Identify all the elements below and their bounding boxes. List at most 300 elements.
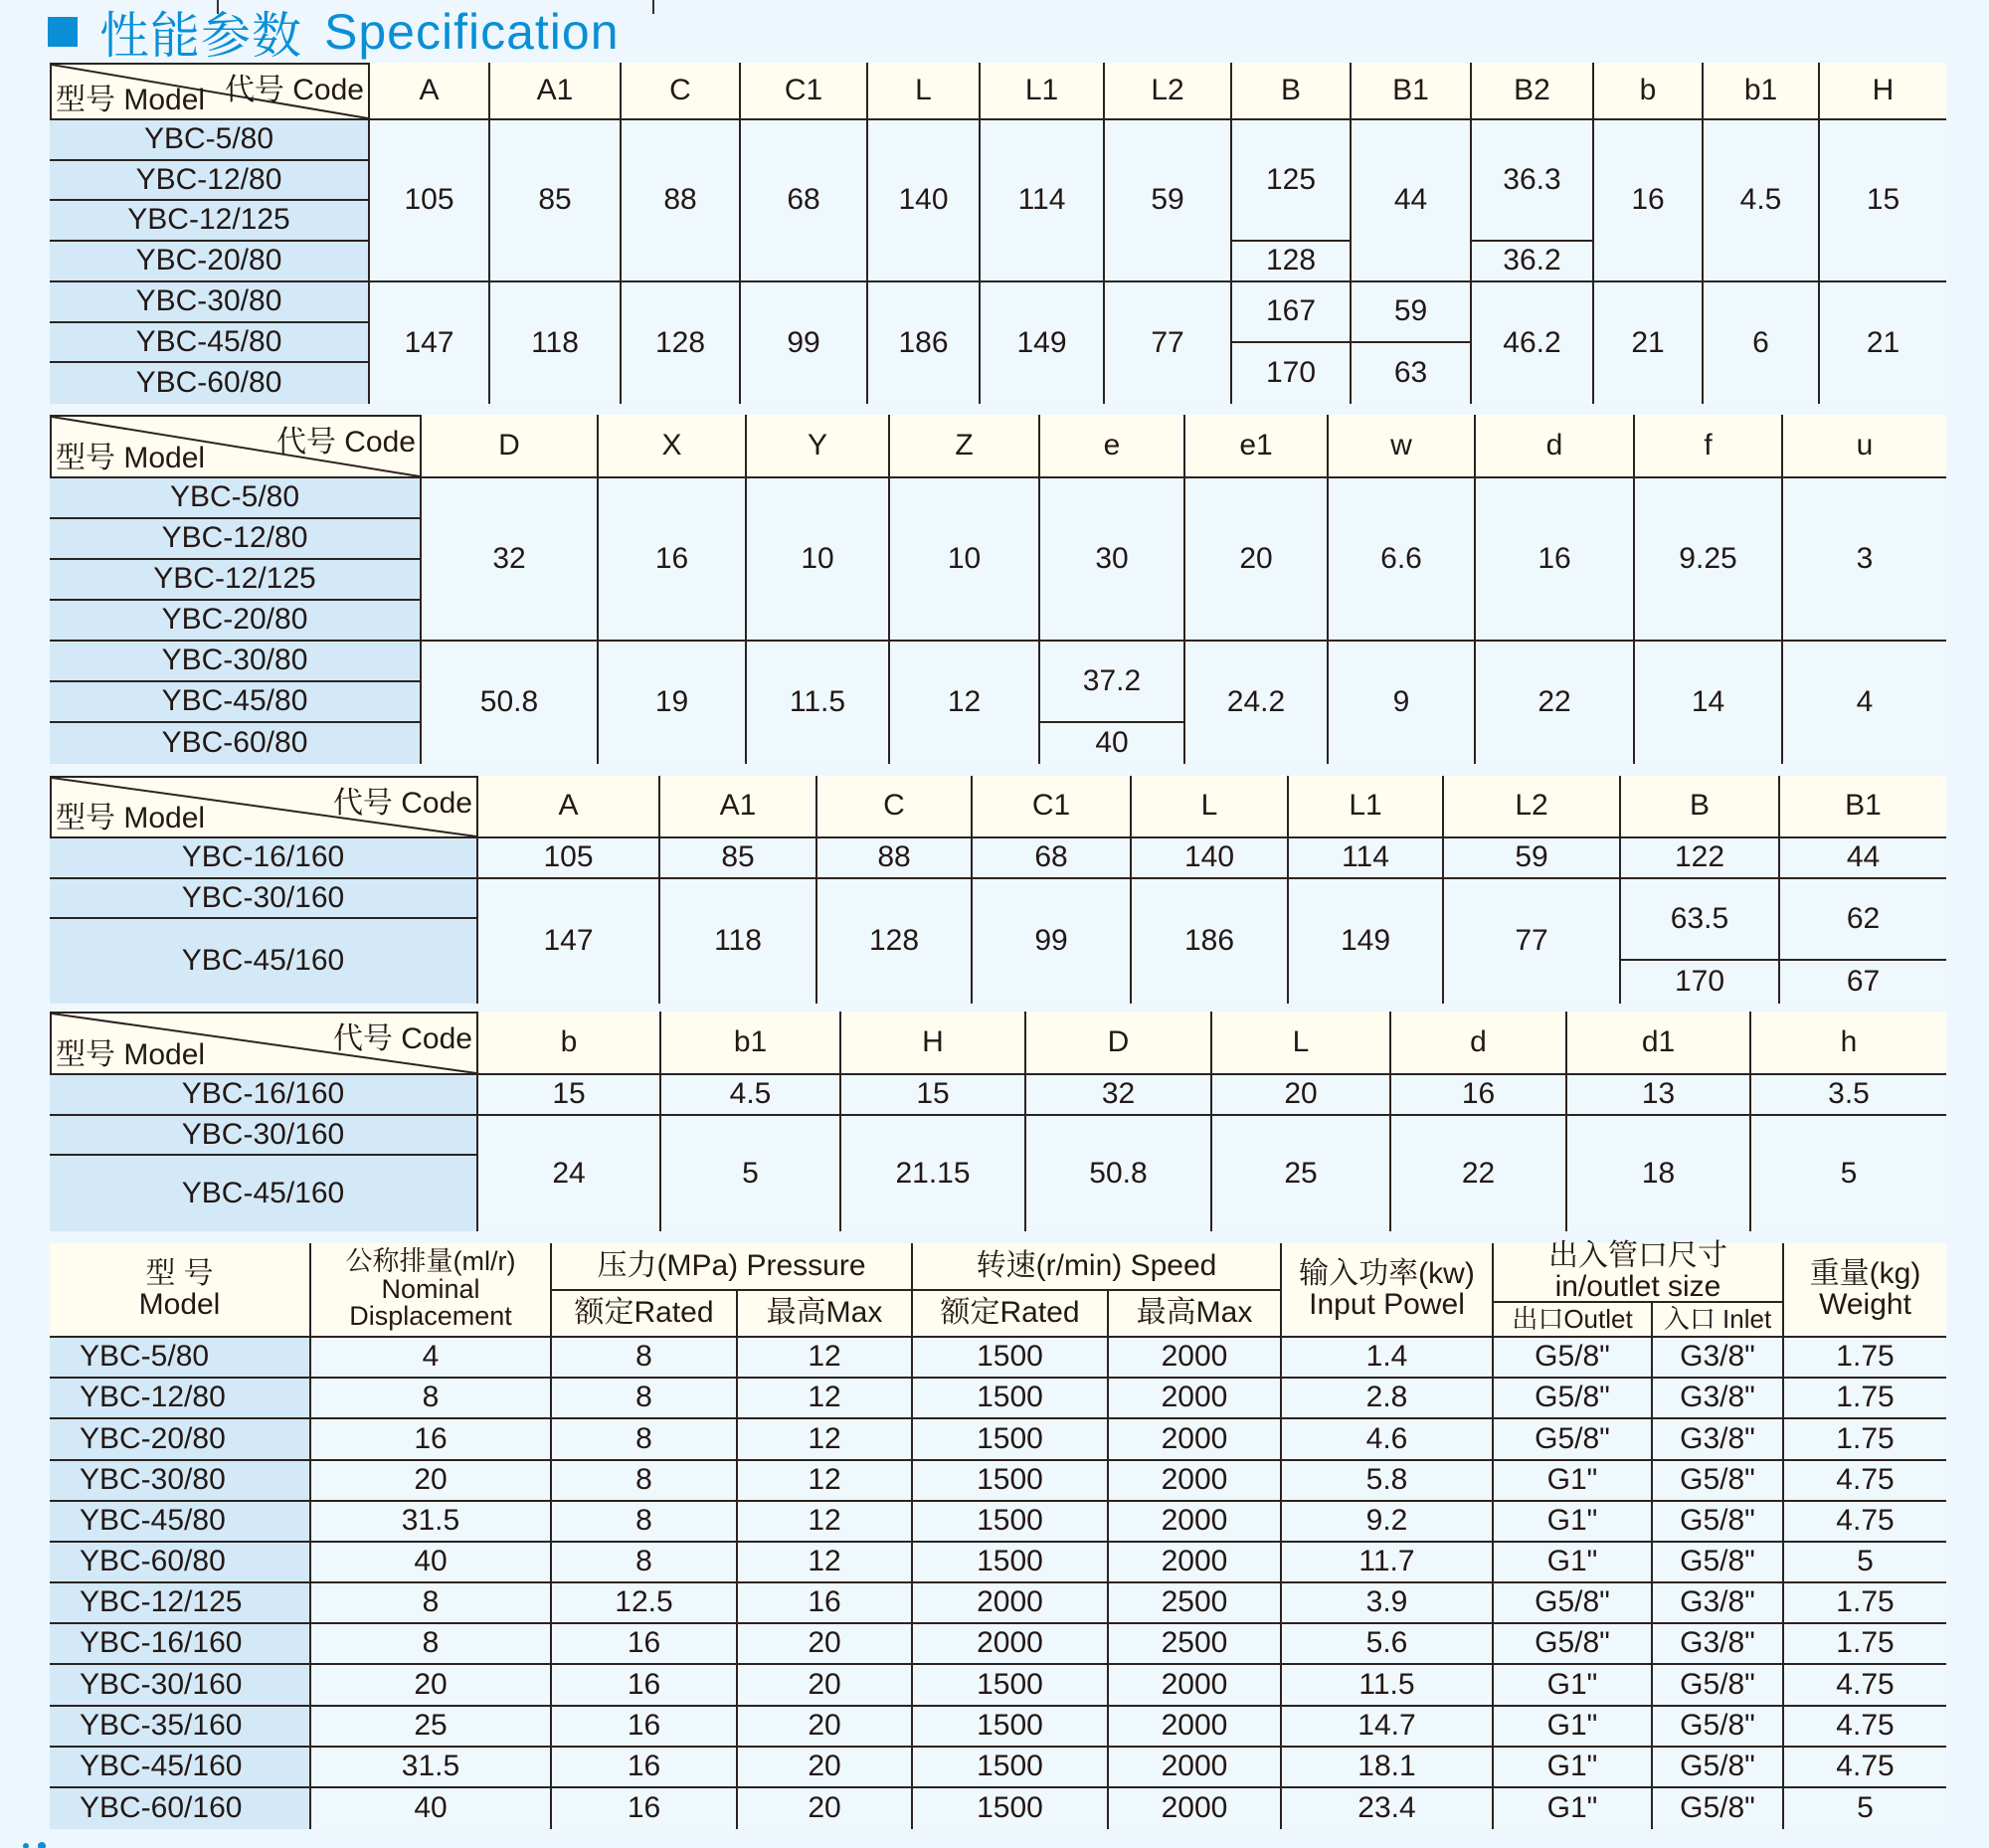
value-cell-u: 4 — [1783, 642, 1946, 764]
value-cell: 1.75 — [1784, 1624, 1946, 1665]
model-name-cell: YBC-20/80 — [50, 1419, 311, 1461]
value-cell-B1: 63 — [1352, 343, 1472, 404]
value-cell: 2.8 — [1282, 1379, 1494, 1419]
value-cell: G1" — [1494, 1707, 1653, 1748]
header-pressure: 压力(MPa) Pressure — [552, 1243, 913, 1291]
value-cell-B: 122 — [1621, 838, 1780, 879]
value-cell-d: 22 — [1391, 1116, 1567, 1231]
model-name-cell: YBC-30/160 — [50, 1116, 478, 1156]
value-cell-L: 186 — [1132, 879, 1289, 1004]
value-cell-w: 6.6 — [1329, 478, 1476, 642]
value-cell: 20 — [738, 1707, 913, 1748]
value-cell: 12 — [738, 1543, 913, 1583]
value-cell: G5/8" — [1653, 1665, 1784, 1707]
value-cell-d1: 13 — [1567, 1075, 1751, 1116]
value-cell: 5 — [1784, 1543, 1946, 1583]
value-cell: 1500 — [913, 1543, 1109, 1583]
value-cell: G5/8" — [1653, 1707, 1784, 1748]
value-cell-L1: 149 — [981, 282, 1105, 404]
column-header-X: X — [599, 415, 747, 478]
value-cell: 2000 — [1109, 1665, 1282, 1707]
value-cell: 40 — [311, 1788, 552, 1829]
model-name-cell: YBC-30/160 — [50, 879, 478, 919]
column-header-d: d — [1476, 415, 1635, 478]
value-cell-e1: 20 — [1185, 478, 1329, 642]
value-cell: G3/8" — [1653, 1419, 1784, 1461]
column-header-A: A — [370, 63, 490, 120]
column-header-B2: B2 — [1472, 63, 1594, 120]
value-cell-A1: 85 — [490, 120, 622, 282]
value-cell: 5.6 — [1282, 1624, 1494, 1665]
value-cell-D: 32 — [1026, 1075, 1212, 1116]
value-cell-e: 37.2 — [1040, 642, 1185, 723]
value-cell: 20 — [738, 1788, 913, 1829]
value-cell: 12 — [738, 1502, 913, 1543]
value-cell: 1500 — [913, 1707, 1109, 1748]
value-cell: G1" — [1494, 1748, 1653, 1788]
header-speed-max: 最高Max — [1109, 1291, 1282, 1338]
value-cell: G5/8" — [1494, 1338, 1653, 1379]
value-cell-X: 16 — [599, 478, 747, 642]
value-cell-A1: 85 — [660, 838, 817, 879]
value-cell: 9.2 — [1282, 1502, 1494, 1543]
column-header-B: B — [1621, 776, 1780, 838]
column-header-d: d — [1391, 1012, 1567, 1075]
value-cell: 4.75 — [1784, 1665, 1946, 1707]
model-name-cell: YBC-45/80 — [50, 323, 370, 363]
spec-table-2 — [50, 415, 1946, 764]
column-header-D: D — [422, 415, 599, 478]
title-cn: 性能参数 — [99, 8, 302, 64]
value-cell: 1.75 — [1784, 1419, 1946, 1461]
corner-model-label: 型号 Model — [56, 1038, 206, 1071]
value-cell: G3/8" — [1653, 1338, 1784, 1379]
header-pressure-rated: 额定Rated — [552, 1291, 738, 1338]
value-cell-B1: 44 — [1352, 120, 1472, 282]
header-weight: 重量(kg) Weight — [1784, 1243, 1946, 1338]
value-cell-A: 105 — [478, 838, 660, 879]
model-name-cell: YBC-20/80 — [50, 601, 422, 642]
model-name-cell: YBC-30/80 — [50, 642, 422, 682]
value-cell-h: 3.5 — [1751, 1075, 1946, 1116]
value-cell: 20 — [311, 1461, 552, 1502]
value-cell-H: 21 — [1820, 282, 1946, 404]
value-cell-d1: 18 — [1567, 1116, 1751, 1231]
header-speed: 转速(r/min) Speed — [913, 1243, 1282, 1291]
value-cell-Y: 11.5 — [747, 642, 890, 764]
value-cell: 20 — [738, 1624, 913, 1665]
header-outlet: 出口Outlet — [1494, 1303, 1653, 1338]
value-cell: 2000 — [1109, 1543, 1282, 1583]
value-cell-B2: 36.3 — [1472, 120, 1594, 242]
value-cell-b1: 4.5 — [1704, 120, 1820, 282]
model-name-cell: YBC-30/80 — [50, 282, 370, 323]
value-cell: 1500 — [913, 1748, 1109, 1788]
value-cell: G5/8" — [1653, 1788, 1784, 1829]
value-cell: 11.7 — [1282, 1543, 1494, 1583]
value-cell: 16 — [311, 1419, 552, 1461]
model-name-cell: YBC-60/80 — [50, 723, 422, 764]
page-title — [48, 2, 620, 62]
value-cell-B2: 46.2 — [1472, 282, 1594, 404]
value-cell: 40 — [311, 1543, 552, 1583]
value-cell-B: 167 — [1232, 282, 1352, 343]
value-cell: 23.4 — [1282, 1788, 1494, 1829]
model-name-cell: YBC-5/80 — [50, 478, 422, 519]
column-header-D: D — [1026, 1012, 1212, 1075]
header-pressure-max: 最高Max — [738, 1291, 913, 1338]
value-cell-h: 5 — [1751, 1116, 1946, 1231]
value-cell-B: 63.5 — [1621, 879, 1780, 961]
value-cell-d: 16 — [1476, 478, 1635, 642]
column-header-L2: L2 — [1444, 776, 1621, 838]
corner-header — [52, 1014, 478, 1075]
value-cell-L2: 59 — [1105, 120, 1232, 282]
value-cell: 12.5 — [552, 1583, 738, 1624]
value-cell: 20 — [311, 1665, 552, 1707]
value-cell: 5.8 — [1282, 1461, 1494, 1502]
column-header-h: h — [1751, 1012, 1946, 1075]
column-header-C1: C1 — [973, 776, 1132, 838]
value-cell: 18.1 — [1282, 1748, 1494, 1788]
value-cell: 1.75 — [1784, 1583, 1946, 1624]
value-cell: 2000 — [1109, 1748, 1282, 1788]
header-speed-rated: 额定Rated — [913, 1291, 1109, 1338]
value-cell: 1500 — [913, 1665, 1109, 1707]
value-cell-d: 16 — [1391, 1075, 1567, 1116]
column-header-C: C — [817, 776, 973, 838]
column-header-w: w — [1329, 415, 1476, 478]
value-cell-w: 9 — [1329, 642, 1476, 764]
value-cell: G1" — [1494, 1461, 1653, 1502]
value-cell: 8 — [552, 1338, 738, 1379]
model-name-cell: YBC-45/80 — [50, 1502, 311, 1543]
value-cell-A: 147 — [370, 282, 490, 404]
value-cell: 1500 — [913, 1338, 1109, 1379]
value-cell: 12 — [738, 1419, 913, 1461]
model-name-cell: YBC-16/160 — [50, 1624, 311, 1665]
value-cell: 1500 — [913, 1461, 1109, 1502]
value-cell-C: 128 — [817, 879, 973, 1004]
corner-model-label: 型号 Model — [56, 802, 206, 834]
value-cell-C1: 68 — [973, 838, 1132, 879]
value-cell-e: 30 — [1040, 478, 1185, 642]
value-cell: 16 — [552, 1788, 738, 1829]
column-header-L: L — [1212, 1012, 1391, 1075]
value-cell-B: 125 — [1232, 120, 1352, 242]
corner-header — [52, 417, 422, 478]
value-cell: 2500 — [1109, 1583, 1282, 1624]
decor-dots-icon — [20, 1838, 50, 1848]
performance-table — [50, 1239, 1946, 1829]
value-cell-b1: 4.5 — [661, 1075, 841, 1116]
value-cell-L: 140 — [868, 120, 981, 282]
model-name-cell: YBC-30/80 — [50, 1461, 311, 1502]
value-cell: 16 — [552, 1624, 738, 1665]
value-cell: 1.4 — [1282, 1338, 1494, 1379]
model-name-cell: YBC-12/125 — [50, 201, 370, 242]
header-displacement: 公称排量(ml/r) Nominal Displacement — [311, 1243, 552, 1338]
value-cell-B2: 36.2 — [1472, 242, 1594, 282]
value-cell: G1" — [1494, 1665, 1653, 1707]
value-cell: 12 — [738, 1461, 913, 1502]
corner-code-label: 代号 Code — [224, 74, 364, 106]
value-cell-D: 32 — [422, 478, 599, 642]
column-header-b: b — [1594, 63, 1704, 120]
top-tick-right — [652, 0, 654, 14]
column-header-L: L — [1132, 776, 1289, 838]
value-cell: 25 — [311, 1707, 552, 1748]
model-name-cell: YBC-16/160 — [50, 1075, 478, 1116]
column-header-e: e — [1040, 415, 1185, 478]
value-cell-B: 170 — [1621, 961, 1780, 1004]
value-cell: 1500 — [913, 1788, 1109, 1829]
value-cell: 8 — [311, 1583, 552, 1624]
value-cell: 8 — [552, 1379, 738, 1419]
value-cell-Z: 10 — [890, 478, 1040, 642]
column-header-d1: d1 — [1567, 1012, 1751, 1075]
column-header-Y: Y — [747, 415, 890, 478]
value-cell: 2000 — [1109, 1338, 1282, 1379]
value-cell: G5/8" — [1494, 1583, 1653, 1624]
column-header-H: H — [841, 1012, 1026, 1075]
value-cell-B1: 67 — [1780, 961, 1946, 1004]
value-cell-b: 24 — [478, 1116, 661, 1231]
value-cell: G3/8" — [1653, 1379, 1784, 1419]
value-cell: G5/8" — [1653, 1502, 1784, 1543]
value-cell: G1" — [1494, 1788, 1653, 1829]
value-cell: G5/8" — [1494, 1624, 1653, 1665]
value-cell-A: 105 — [370, 120, 490, 282]
value-cell-Z: 12 — [890, 642, 1040, 764]
corner-code-label: 代号 Code — [332, 787, 472, 820]
corner-model-label: 型号 Model — [56, 84, 206, 116]
value-cell: 2000 — [1109, 1502, 1282, 1543]
value-cell: G1" — [1494, 1502, 1653, 1543]
value-cell-L: 140 — [1132, 838, 1289, 879]
column-header-b1: b1 — [1704, 63, 1820, 120]
model-name-cell: YBC-45/160 — [50, 1156, 478, 1231]
value-cell-L: 186 — [868, 282, 981, 404]
value-cell: 20 — [738, 1665, 913, 1707]
value-cell: G5/8" — [1653, 1461, 1784, 1502]
value-cell-C: 88 — [622, 120, 741, 282]
value-cell-H: 15 — [841, 1075, 1026, 1116]
value-cell: 12 — [738, 1338, 913, 1379]
value-cell: 16 — [738, 1583, 913, 1624]
value-cell: 16 — [552, 1707, 738, 1748]
value-cell: 8 — [552, 1461, 738, 1502]
value-cell-D: 50.8 — [422, 642, 599, 764]
model-name-cell: YBC-45/160 — [50, 919, 478, 1004]
value-cell-b1: 6 — [1704, 282, 1820, 404]
value-cell: 2000 — [1109, 1788, 1282, 1829]
value-cell-C: 128 — [622, 282, 741, 404]
value-cell-H: 15 — [1820, 120, 1946, 282]
corner-header — [52, 778, 478, 838]
model-name-cell: YBC-16/160 — [50, 838, 478, 879]
value-cell-A: 147 — [478, 879, 660, 1004]
value-cell-B1: 59 — [1352, 282, 1472, 343]
value-cell-L2: 77 — [1444, 879, 1621, 1004]
model-name-cell: YBC-60/80 — [50, 363, 370, 404]
value-cell-C: 88 — [817, 838, 973, 879]
value-cell: 1500 — [913, 1502, 1109, 1543]
value-cell: G1" — [1494, 1543, 1653, 1583]
value-cell: G5/8" — [1653, 1543, 1784, 1583]
value-cell-C1: 99 — [973, 879, 1132, 1004]
column-header-f: f — [1635, 415, 1783, 478]
value-cell-B1: 62 — [1780, 879, 1946, 961]
value-cell: 3.9 — [1282, 1583, 1494, 1624]
column-header-A1: A1 — [490, 63, 622, 120]
value-cell: 1500 — [913, 1419, 1109, 1461]
value-cell-f: 9.25 — [1635, 478, 1783, 642]
value-cell: 16 — [552, 1748, 738, 1788]
column-header-A1: A1 — [660, 776, 817, 838]
value-cell-b1: 5 — [661, 1116, 841, 1231]
value-cell-L1: 149 — [1289, 879, 1444, 1004]
value-cell: G5/8" — [1494, 1419, 1653, 1461]
value-cell-B1: 44 — [1780, 838, 1946, 879]
value-cell: 11.5 — [1282, 1665, 1494, 1707]
value-cell: 4.75 — [1784, 1502, 1946, 1543]
value-cell: 31.5 — [311, 1502, 552, 1543]
title-en: Specification — [324, 4, 620, 60]
value-cell: 4.75 — [1784, 1707, 1946, 1748]
column-header-L1: L1 — [981, 63, 1105, 120]
value-cell-d: 22 — [1476, 642, 1635, 764]
model-name-cell: YBC-20/80 — [50, 242, 370, 282]
value-cell-C1: 99 — [741, 282, 868, 404]
column-header-u: u — [1783, 415, 1946, 478]
corner-model-label: 型号 Model — [56, 442, 206, 474]
column-header-B: B — [1232, 63, 1352, 120]
model-name-cell: YBC-12/125 — [50, 1583, 311, 1624]
value-cell: 20 — [738, 1748, 913, 1788]
value-cell-B: 128 — [1232, 242, 1352, 282]
value-cell: 5 — [1784, 1788, 1946, 1829]
title-square-icon — [48, 17, 78, 47]
value-cell-e1: 24.2 — [1185, 642, 1329, 764]
value-cell-L1: 114 — [1289, 838, 1444, 879]
value-cell: 1.75 — [1784, 1338, 1946, 1379]
model-name-cell: YBC-12/80 — [50, 1379, 311, 1419]
column-header-C1: C1 — [741, 63, 868, 120]
column-header-C: C — [622, 63, 741, 120]
value-cell: G5/8" — [1494, 1379, 1653, 1419]
value-cell-L2: 59 — [1444, 838, 1621, 879]
value-cell: G5/8" — [1653, 1748, 1784, 1788]
value-cell: 2000 — [913, 1624, 1109, 1665]
value-cell: 2000 — [1109, 1707, 1282, 1748]
model-name-cell: YBC-5/80 — [50, 120, 370, 161]
header-input-power: 输入功率(kw) Input Powel — [1282, 1243, 1494, 1338]
value-cell-C1: 68 — [741, 120, 868, 282]
column-header-H: H — [1820, 63, 1946, 120]
value-cell: G3/8" — [1653, 1583, 1784, 1624]
model-name-cell: YBC-12/80 — [50, 519, 422, 560]
value-cell: 4.6 — [1282, 1419, 1494, 1461]
value-cell: 2500 — [1109, 1624, 1282, 1665]
spec-table-3 — [50, 776, 1946, 1004]
value-cell-B: 170 — [1232, 343, 1352, 404]
column-header-B1: B1 — [1780, 776, 1946, 838]
value-cell: 8 — [311, 1624, 552, 1665]
value-cell: 16 — [552, 1665, 738, 1707]
model-name-cell: YBC-45/80 — [50, 682, 422, 723]
column-header-Z: Z — [890, 415, 1040, 478]
value-cell: 8 — [552, 1543, 738, 1583]
column-header-B1: B1 — [1352, 63, 1472, 120]
value-cell: G3/8" — [1653, 1624, 1784, 1665]
corner-code-label: 代号 Code — [275, 426, 416, 459]
value-cell: 14.7 — [1282, 1707, 1494, 1748]
spec-table-1 — [50, 63, 1946, 404]
value-cell-A1: 118 — [660, 879, 817, 1004]
value-cell: 4.75 — [1784, 1748, 1946, 1788]
value-cell: 1500 — [913, 1379, 1109, 1419]
value-cell: 2000 — [913, 1583, 1109, 1624]
model-name-cell: YBC-30/160 — [50, 1665, 311, 1707]
corner-code-label: 代号 Code — [332, 1022, 472, 1055]
value-cell-H: 21.15 — [841, 1116, 1026, 1231]
model-name-cell: YBC-12/80 — [50, 161, 370, 201]
model-name-cell: YBC-45/160 — [50, 1748, 311, 1788]
model-name-cell: YBC-5/80 — [50, 1338, 311, 1379]
value-cell-D: 50.8 — [1026, 1116, 1212, 1231]
column-header-L1: L1 — [1289, 776, 1444, 838]
value-cell: 2000 — [1109, 1461, 1282, 1502]
header-model: 型 号 Model — [50, 1243, 311, 1338]
value-cell-L2: 77 — [1105, 282, 1232, 404]
value-cell-L1: 114 — [981, 120, 1105, 282]
column-header-A: A — [478, 776, 660, 838]
corner-header — [52, 65, 370, 120]
value-cell-e: 40 — [1040, 723, 1185, 764]
value-cell-b: 21 — [1594, 282, 1704, 404]
value-cell-u: 3 — [1783, 478, 1946, 642]
value-cell: 1.75 — [1784, 1379, 1946, 1419]
value-cell: 2000 — [1109, 1419, 1282, 1461]
value-cell-A1: 118 — [490, 282, 622, 404]
model-name-cell: YBC-35/160 — [50, 1707, 311, 1748]
value-cell: 8 — [552, 1419, 738, 1461]
column-header-b: b — [478, 1012, 661, 1075]
header-port-size: 出入管口尺寸 in/outlet size — [1494, 1243, 1784, 1303]
model-name-cell: YBC-12/125 — [50, 560, 422, 601]
value-cell-f: 14 — [1635, 642, 1783, 764]
value-cell-Y: 10 — [747, 478, 890, 642]
model-name-cell: YBC-60/160 — [50, 1788, 311, 1829]
value-cell-X: 19 — [599, 642, 747, 764]
value-cell: 8 — [552, 1502, 738, 1543]
value-cell: 31.5 — [311, 1748, 552, 1788]
column-header-e1: e1 — [1185, 415, 1329, 478]
value-cell: 4 — [311, 1338, 552, 1379]
column-header-L: L — [868, 63, 981, 120]
column-header-L2: L2 — [1105, 63, 1232, 120]
value-cell: 12 — [738, 1379, 913, 1419]
spec-table-4 — [50, 1012, 1946, 1231]
value-cell: 8 — [311, 1379, 552, 1419]
column-header-b1: b1 — [661, 1012, 841, 1075]
model-name-cell: YBC-60/80 — [50, 1543, 311, 1583]
value-cell-L: 25 — [1212, 1116, 1391, 1231]
value-cell: 4.75 — [1784, 1461, 1946, 1502]
value-cell-b: 15 — [478, 1075, 661, 1116]
value-cell-L: 20 — [1212, 1075, 1391, 1116]
